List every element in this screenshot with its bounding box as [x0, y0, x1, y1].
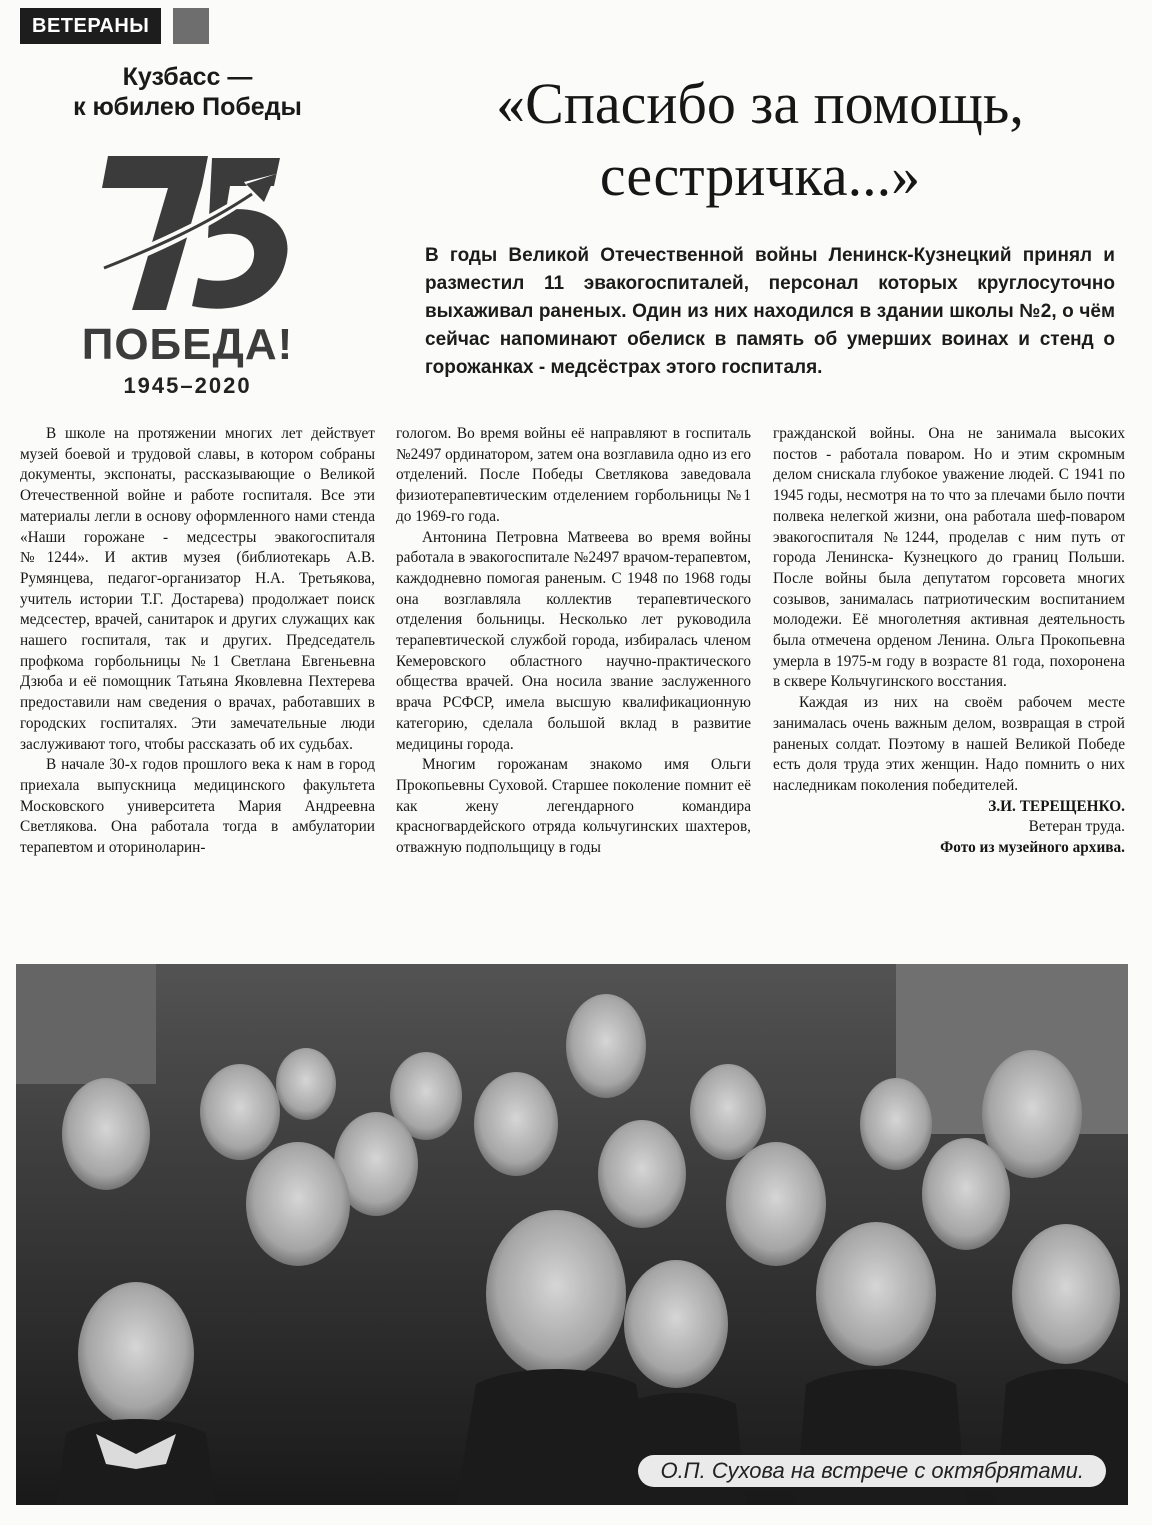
- article-column-1: [20, 424, 375, 859]
- article-author: З.И. ТЕРЕЩЕНКО.: [988, 797, 1125, 815]
- victory-slogan: ПОБЕДА!: [81, 320, 294, 369]
- article-lead: [425, 242, 1115, 382]
- rubric-decor-box: [173, 8, 209, 44]
- photo-credit: Фото из музейного архива.: [940, 839, 1125, 857]
- lead-paragraph: В годы Великой Отечественной войны Ленинск-Кузнецкий принял и разместил 11 эвакогоспиталей, персонал которых круглосуточно выхаживал раненых. Один из них находился в здании школы №2, о чём сейчас напоминают обелиск в память об умерших воинах и стенд о горожанках - медсёстрах этого госпиталя.: [425, 245, 1115, 378]
- photo-caption: О.П. Сухова на встрече с октябрятами.: [638, 1455, 1106, 1487]
- article-column-3: [773, 424, 1125, 859]
- group-photo-illustration: [16, 964, 1128, 1505]
- article-paragraph: Каждая из них на своём рабочем месте занималась очень важным делом, возвращая в строй раненых солдат. Поэтому в нашей Великой Победе есть доля труда этих женщин. Надо помнить о них наследникам поколения победителей.: [773, 694, 1125, 794]
- headline-line2: сестричка...»: [599, 143, 921, 208]
- article-paragraph: гологом. Во время войны её направляют в госпиталь №2497 ординатором, затем она возглавила одно из его отделений. После Победы Светлякова заведовала физиотерапевтическим отделением горбольницы №1 до 1969-го года.: [396, 425, 751, 525]
- jubilee-years: 1945–2020: [123, 373, 252, 398]
- article-paragraph: В начале 30-х годов прошлого века к нам в город приехала выпускница медицинского факультета Московского университета Мария Андреевна Светлякова. Она работала тогда в амбулатории терапевтом и оториноларин-: [20, 756, 375, 857]
- section-label: ВЕТЕРАНЫ: [20, 8, 161, 44]
- victory-75-logo: [80, 148, 310, 313]
- article-column-2: [396, 424, 751, 859]
- jubilee-title: [20, 62, 355, 122]
- archive-photo: [16, 964, 1128, 1505]
- author-title: Ветеран труда.: [1028, 818, 1125, 836]
- section-rubric: [20, 8, 209, 44]
- headline-line1: «Спасибо за помощь,: [496, 71, 1024, 136]
- article-paragraph: Антонина Петровна Матвеева во время войны работала в эвакогоспитале №2497 врачом-терапевтом, каждодневно помогая раненым. С 1948 по 1968 годы она возглавляла коллектив терапевтического отделения больницы. Несколько лет руководила терапевтической службой города, избиралась членом Кемеровского областного научно-практического общества врачей. Она носила звание заслуженного врача РСФСР, имела высшую квалификационную категорию, сделала большой вклад в развитие медицины города.: [396, 528, 751, 753]
- article-paragraph: гражданской войны. Она не занимала высоких постов - работала поваром. Но и этим скромным делом снискала глубокое уважение людей. С 1941 по 1945 годы, несмотря на то что за плечами было почти полвека нелегкой жизни, она работала шеф-поваром эвакогоспиталя №1244, проделав с ним путь от города Ленинска- Кузнецкого до границ Польши. После войны была депутатом горсовета многих созывов, занималась патриотическим воспитанием молодежи. Её многолетняя активная деятельность была отмечена орденом Ленина. Ольга Прокопьевна умерла в 1975-м году в возрасте 81 года, похоронена в сквере Кольчугинского восстания.: [773, 425, 1125, 691]
- article-headline: [380, 68, 1140, 212]
- jubilee-title-line2: к юбилею Победы: [73, 93, 302, 121]
- jubilee-title-line1: Кузбасс —: [122, 63, 253, 91]
- article-paragraph: В школе на протяжении многих лет действует музей боевой и трудовой славы, в котором собраны документы, экспонаты, рассказывающие о Великой Отечественной войне и работе госпиталя. Все эти материалы легли в основу оформленного нами стенда «Наши горожане - медсестры эвакогоспиталя №1244». И актив музея (библиотекарь А.В. Румянцева, педагог-организатор Н.А. Третьякова, учитель истории Т.Г. Достарева) продолжает поиск медсестер, врачей, санитарок и других служащих как нашего госпиталя, так и других. Председатель профкома горбольницы №1 Светлана Евгеньевна Дзюба и её помощник Татьяна Яковлевна Пехтерева предоставили нам сведения о врачах, работавших в городских госпиталях. Эти замечательные люди заслуживают того, чтобы рассказать об их судьбах.: [20, 425, 375, 753]
- article-paragraph: Многим горожанам знакомо имя Ольги Прокопьевны Суховой. Старшее поколение помнит её как жену легендарного командира красногвардейского отряда кольчугинских шахтеров, отважную подпольщицу в годы: [396, 756, 751, 857]
